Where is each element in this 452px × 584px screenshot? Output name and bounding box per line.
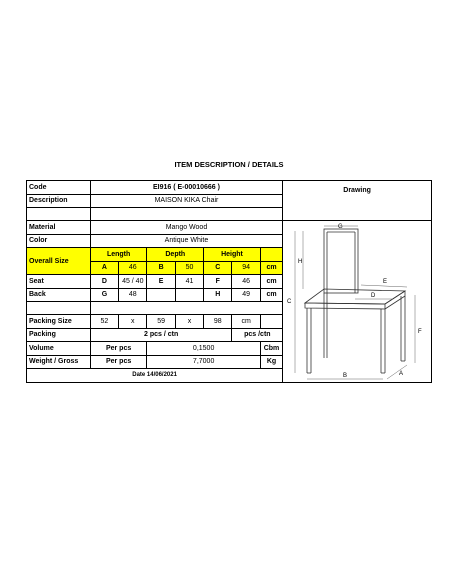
label-e: E: [383, 279, 388, 285]
dim-a-letter: A: [90, 261, 118, 275]
dim-b-value: 50: [175, 261, 203, 275]
date-text: Date 14/06/2021: [27, 369, 283, 383]
dim-g-value: 48: [119, 288, 147, 302]
drawing-cell: [283, 221, 432, 383]
dim-c-value: 94: [232, 261, 260, 275]
page-title: ITEM DESCRIPTION / DETAILS: [174, 160, 284, 169]
label-f: F: [418, 329, 422, 335]
label-h: H: [298, 259, 303, 265]
volume-value: 0,1500: [147, 342, 260, 356]
dim-d-value: 45 / 40: [119, 275, 147, 289]
dim-h-letter: H: [204, 288, 232, 302]
weight-label: Weight / Gross: [27, 355, 91, 369]
height-header: Height: [204, 248, 261, 262]
seat-unit: cm: [260, 275, 282, 289]
volume-per: Per pcs: [90, 342, 147, 356]
dim-f-value: 46: [232, 275, 260, 289]
volume-label: Volume: [27, 342, 91, 356]
label-a: A: [399, 371, 404, 377]
dim-f-letter: F: [204, 275, 232, 289]
packing-size-x1: x: [119, 315, 147, 329]
packing-label: Packing: [27, 328, 91, 342]
dim-a-value: 46: [119, 261, 147, 275]
seat-label: Seat: [27, 275, 91, 289]
dim-e-value: 41: [175, 275, 203, 289]
color-value: Antique White: [90, 234, 282, 248]
item-details-table: [26, 180, 432, 383]
dim-g-letter: G: [90, 288, 118, 302]
material-value: Mango Wood: [90, 221, 282, 235]
dim-d-letter: D: [90, 275, 118, 289]
dim-c-letter: C: [204, 261, 232, 275]
volume-unit: Cbm: [260, 342, 282, 356]
code-row: [27, 181, 432, 195]
dim-h-value: 49: [232, 288, 260, 302]
material-label: Material: [27, 221, 91, 235]
description-value: MAISON KIKA Chair: [90, 194, 282, 208]
label-g: G: [338, 224, 343, 230]
back-unit: cm: [260, 288, 282, 302]
dim-b-letter: B: [147, 261, 175, 275]
overall-unit: cm: [260, 261, 282, 275]
dim-e-letter: E: [147, 275, 175, 289]
drawing-header-cell: [283, 181, 432, 221]
length-header: Length: [90, 248, 147, 262]
label-c: C: [287, 299, 292, 305]
label-b: B: [343, 373, 348, 379]
description-label: Description: [27, 194, 91, 208]
weight-value: 7,7000: [147, 355, 260, 369]
drawing-heading: Drawing: [343, 187, 371, 194]
packing-size-label: Packing Size: [27, 315, 91, 329]
weight-per: Per pcs: [90, 355, 147, 369]
packing-value: 2 pcs / ctn: [90, 328, 232, 342]
depth-header: Depth: [147, 248, 204, 262]
overall-size-label: Overall Size: [27, 248, 91, 275]
packing-size-unit: cm: [232, 315, 260, 329]
packing-size-width: 59: [147, 315, 175, 329]
label-d: D: [371, 293, 376, 299]
packing-size-height: 98: [204, 315, 232, 329]
weight-unit: Kg: [260, 355, 282, 369]
chair-backrest: [324, 229, 358, 293]
code-label: Code: [27, 181, 91, 195]
packing-size-x2: x: [175, 315, 203, 329]
color-label: Color: [27, 234, 91, 248]
packing-size-length: 52: [90, 315, 118, 329]
material-row: [27, 221, 432, 235]
chair-drawing: [283, 223, 429, 382]
packing-unit: pcs /ctn: [232, 328, 283, 342]
code-value: EI916 ( E-00010666 ): [90, 181, 282, 195]
back-label: Back: [27, 288, 91, 302]
